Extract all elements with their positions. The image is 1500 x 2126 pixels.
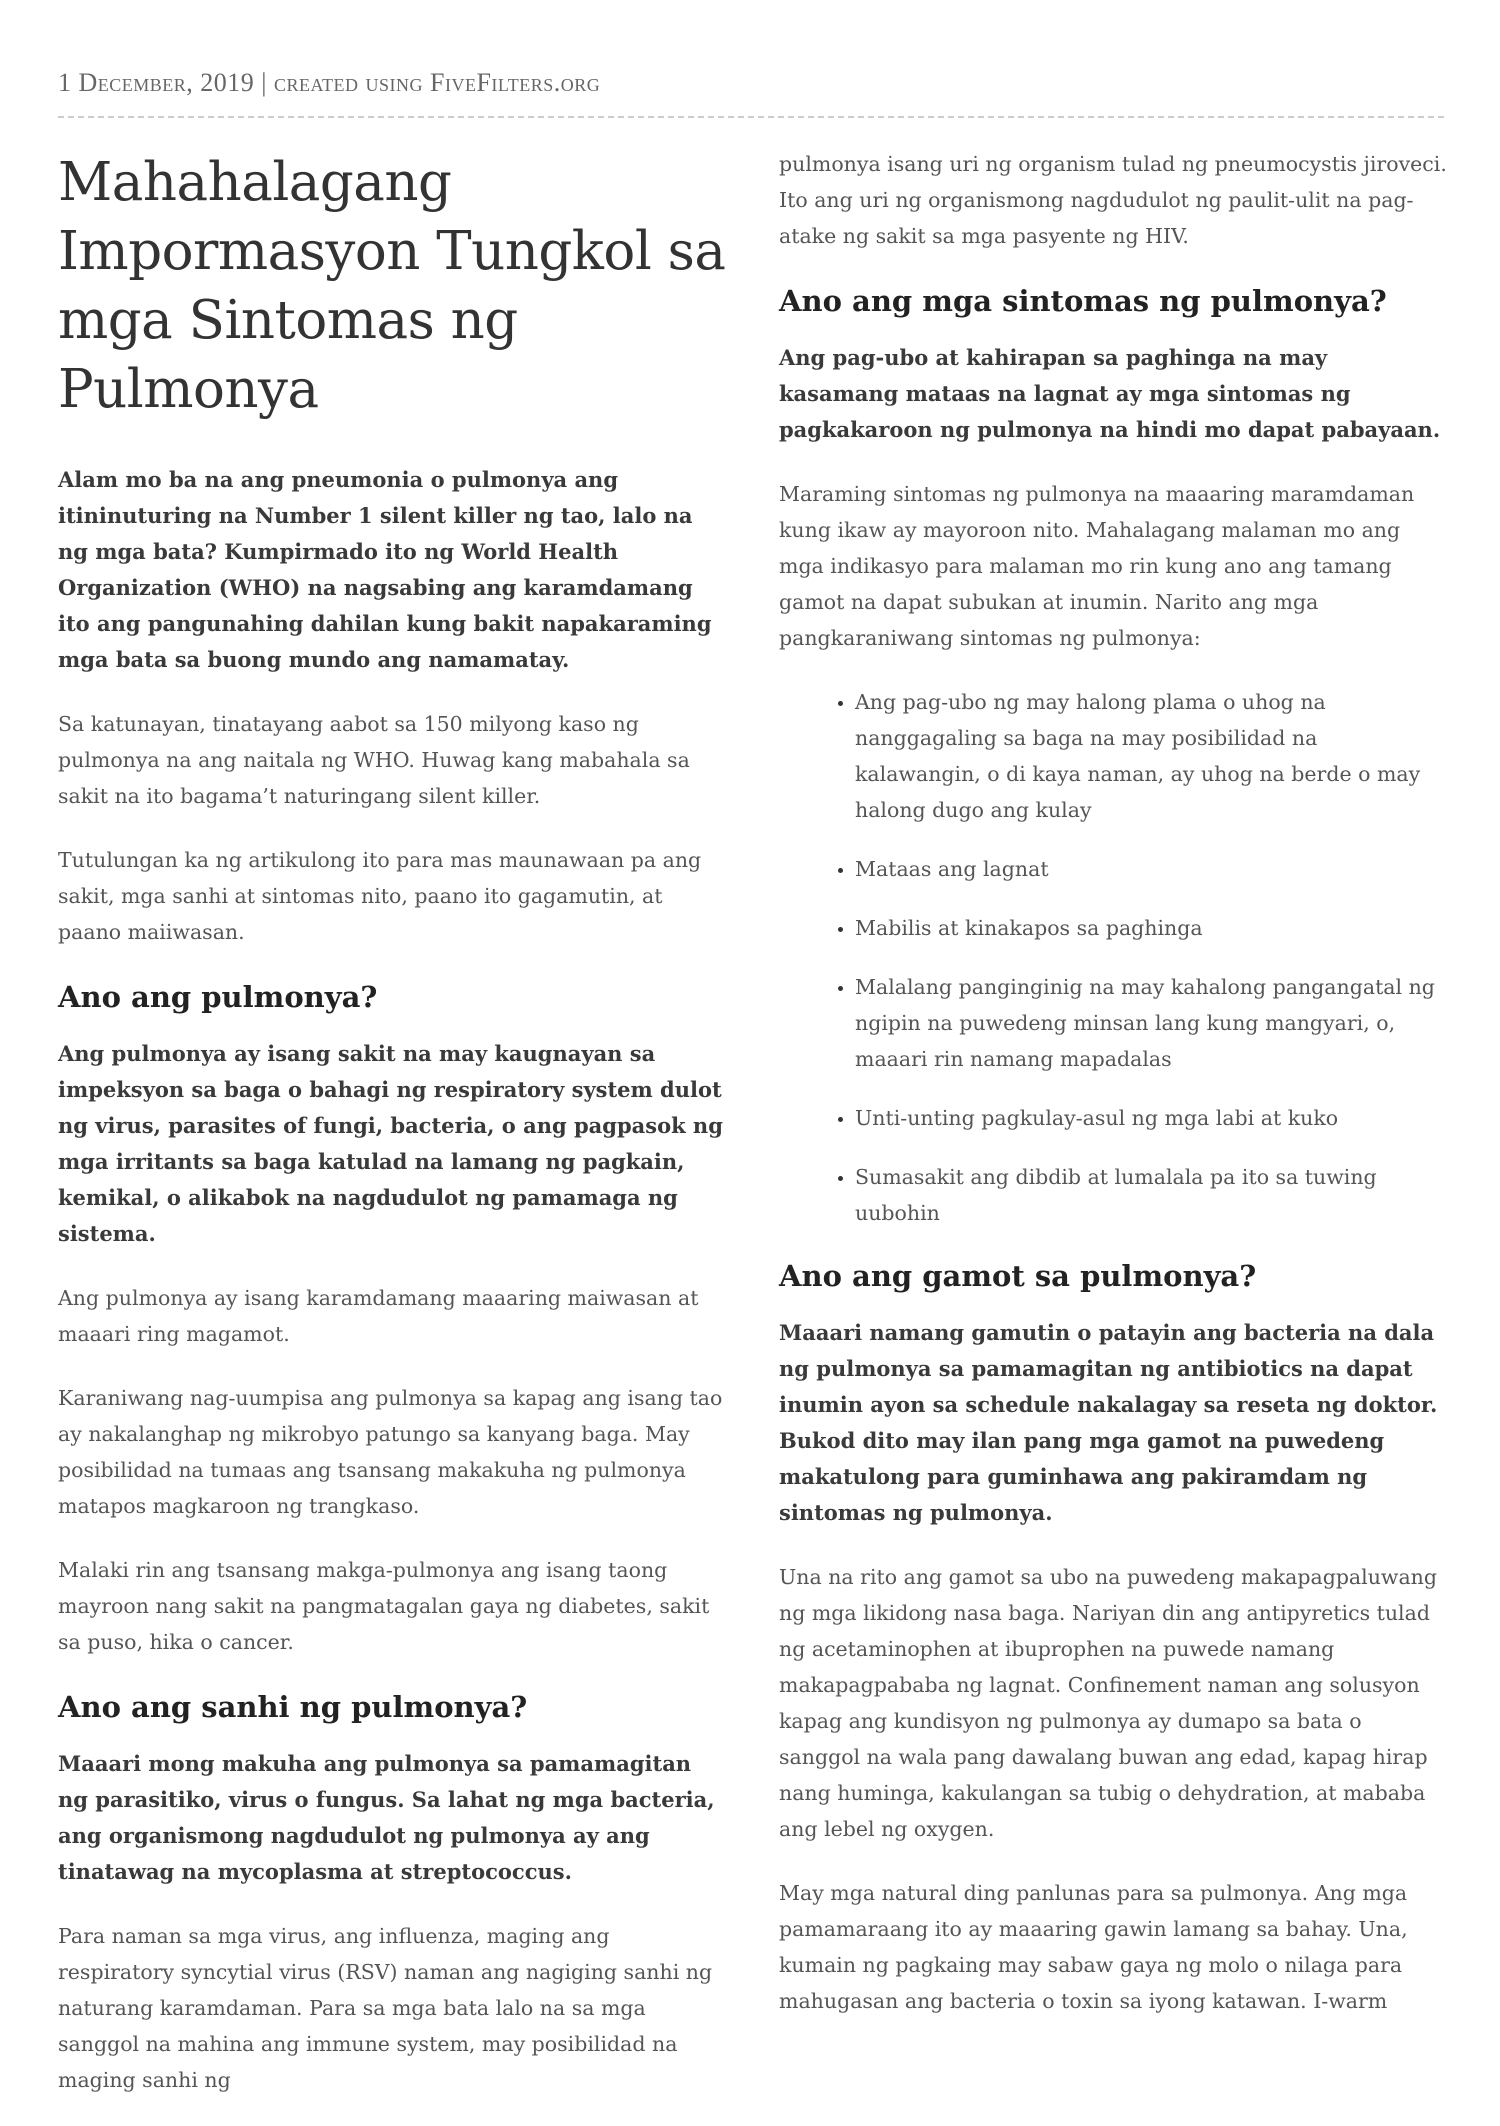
section-treatment-paragraph-2: May mga natural ding panlunas para sa pulmonya. Ang mga pamamaraang ito ay maaaring gawin lamang sa bahay. Una, kumain ng pagkaing may sabaw gaya ng molo o nilaga para mahugasan ang bacteria o toxin sa iyong katawan. I-warm [779, 1881, 1408, 2013]
section-what-is-paragraph-2: Karaniwang nag-uumpisa ang pulmonya sa kapag ang isang tao ay nakalanghap ng mikrobyo patungo sa kanyang baga. May posibilidad na tumaas ang tsansang makakuha ng pulmonya matapos magkaroon ng trangkaso. [58, 1386, 723, 1518]
header-divider [58, 116, 1444, 118]
section-treatment-lead: Maaari namang gamutin o patayin ang bacteria na dala ng pulmonya sa pamamagitan ng antibiotics na dapat inumin ayon sa schedule nakalagay sa reseta ng doktor. Bukod dito may ilan pang mga gamot na puwedeng makatulong para guminhawa ang pakiramdam ng sintomas ng pulmonya. [779, 1320, 1438, 1525]
list-item: • Malalang panginginig na may kahalong pangangatal ng ngipin na puwedeng minsan lang kung mangyari, o, maaari rin namang mapadalas [855, 969, 1447, 1077]
left-column [58, 148, 726, 2126]
section-treatment-paragraph-1: Una na rito ang gamot sa ubo na puwedeng makapagpaluwang ng mga likidong nasa baga. Nariyan din ang antipyretics tulad ng acetaminophen at ibuprophen na puwede namang makapagpababa ng lagnat. Confinement naman ang solusyon kapag ang kundisyon ng pulmonya ay dumapo sa bata o sanggol na wala pang dawalang buwan ang edad, kapag hirap nang huminga, kakulangan sa tubig o dehydration, at mababa ang lebel ng oxygen. [779, 1565, 1438, 1841]
section-causes-paragraph-1-continued: pulmonya isang uri ng organism tulad ng pneumocystis jiroveci. Ito ang uri ng organismong nagdudulot ng paulit-ulit na pag-atake ng sakit sa mga pasyente ng HIV. [779, 152, 1447, 248]
intro-lead: Alam mo ba na ang pneumonia o pulmonya ang itininuturing na Number 1 silent killer ng tao, lalo na ng mga bata? Kumpirmado ito ng World Health Organization (WHO) na nagsabing ang karamdamang ito ang pangunahing dahilan kung bakit napakaraming mga bata sa buong mundo ang namamatay. [58, 467, 712, 672]
right-column [779, 146, 1447, 2047]
section-heading-symptoms: Ano ang mga sintomas ng pulmonya? [779, 284, 1387, 318]
section-what-is-paragraph-1: Ang pulmonya ay isang karamdamang maaaring maiwasan at maaari ring magamot. [58, 1286, 699, 1346]
intro-paragraph-1: Sa katunayan, tinatayang aabot sa 150 milyong kaso ng pulmonya na ang naitala ng WHO. Huwag kang mabahala sa sakit na ito bagama’t naturingang silent killer. [58, 712, 690, 808]
section-symptoms-paragraph-1: Maraming sintomas ng pulmonya na maaaring maramdaman kung ikaw ay mayoroon nito. Mahalagang malaman mo ang mga indikasyo para malaman mo rin kung ano ang tamang gamot na dapat subukan at inumin. Narito ang mga pangkaraniwang sintomas ng pulmonya: [779, 482, 1415, 650]
section-causes-lead: Maaari mong makuha ang pulmonya sa pamamagitan ng parasitiko, virus o fungus. Sa lahat ng mga bacteria, ang organismong nagdudulot ng pulmonya ay ang tinatawag na mycoplasma at streptococcus. [58, 1751, 715, 1884]
intro-paragraph-2: Tutulungan ka ng artikulong ito para mas maunawaan pa ang sakit, mga sanhi at sintomas nito, paano ito gagamutin, at paano maiiwasan. [58, 848, 702, 944]
list-item: • Ang pag-ubo ng may halong plama o uhog na nanggagaling sa baga na may posibilidad na kalawangin, o di kaya naman, ay uhog na berde o may halong dugo ang kulay [855, 684, 1447, 828]
list-item: • Sumasakit ang dibdib at lumalala pa ito sa tuwing uubohin [855, 1159, 1447, 1231]
section-symptoms-lead: Ang pag-ubo at kahirapan sa paghinga na may kasamang mataas na lagnat ay mga sintomas ng pagkakaroon ng pulmonya na hindi mo dapat pabayaan. [779, 345, 1441, 442]
list-item: • Mataas ang lagnat [855, 851, 1447, 887]
section-heading-treatment: Ano ang gamot sa pulmonya? [779, 1259, 1257, 1293]
section-heading-causes: Ano ang sanhi ng pulmonya? [58, 1690, 528, 1724]
symptoms-list [779, 684, 1447, 1231]
article-title: Mahahalagang Impormasyon Tungkol sa mga Sintomas ng Pulmonya [58, 152, 726, 420]
list-item: • Mabilis at kinakapos sa paghinga [855, 910, 1447, 946]
section-what-is-paragraph-3: Malaki rin ang tsansang makga-pulmonya ang isang taong mayroon nang sakit na pangmatagalan gaya ng diabetes, sakit sa puso, hika o cancer. [58, 1558, 710, 1654]
section-what-is-lead: Ang pulmonya ay isang sakit na may kaugnayan sa impeksyon sa baga o bahagi ng respiratory system dulot ng virus, parasites of fungi, bacteria, o ang pagpasok ng mga irritants sa baga katulad na lamang ng pagkain, kemikal, o alikabok na nagdudulot ng pamamaga ng sistema. [58, 1041, 723, 1246]
section-heading-what-is: Ano ang pulmonya? [58, 980, 378, 1014]
list-item: • Unti-unting pagkulay-asul ng mga labi at kuko [855, 1100, 1447, 1136]
section-causes-paragraph-1: Para naman sa mga virus, ang influenza, maging ang respiratory syncytial virus (RSV) naman ang nagiging sanhi ng naturang karamdaman. Para sa mga bata lalo na sa mga sanggol na mahina ang immune system, may posibilidad na maging sanhi ng [58, 1924, 713, 2092]
page-header: 1 December, 2019 | created using FiveFilters.org [58, 68, 601, 97]
